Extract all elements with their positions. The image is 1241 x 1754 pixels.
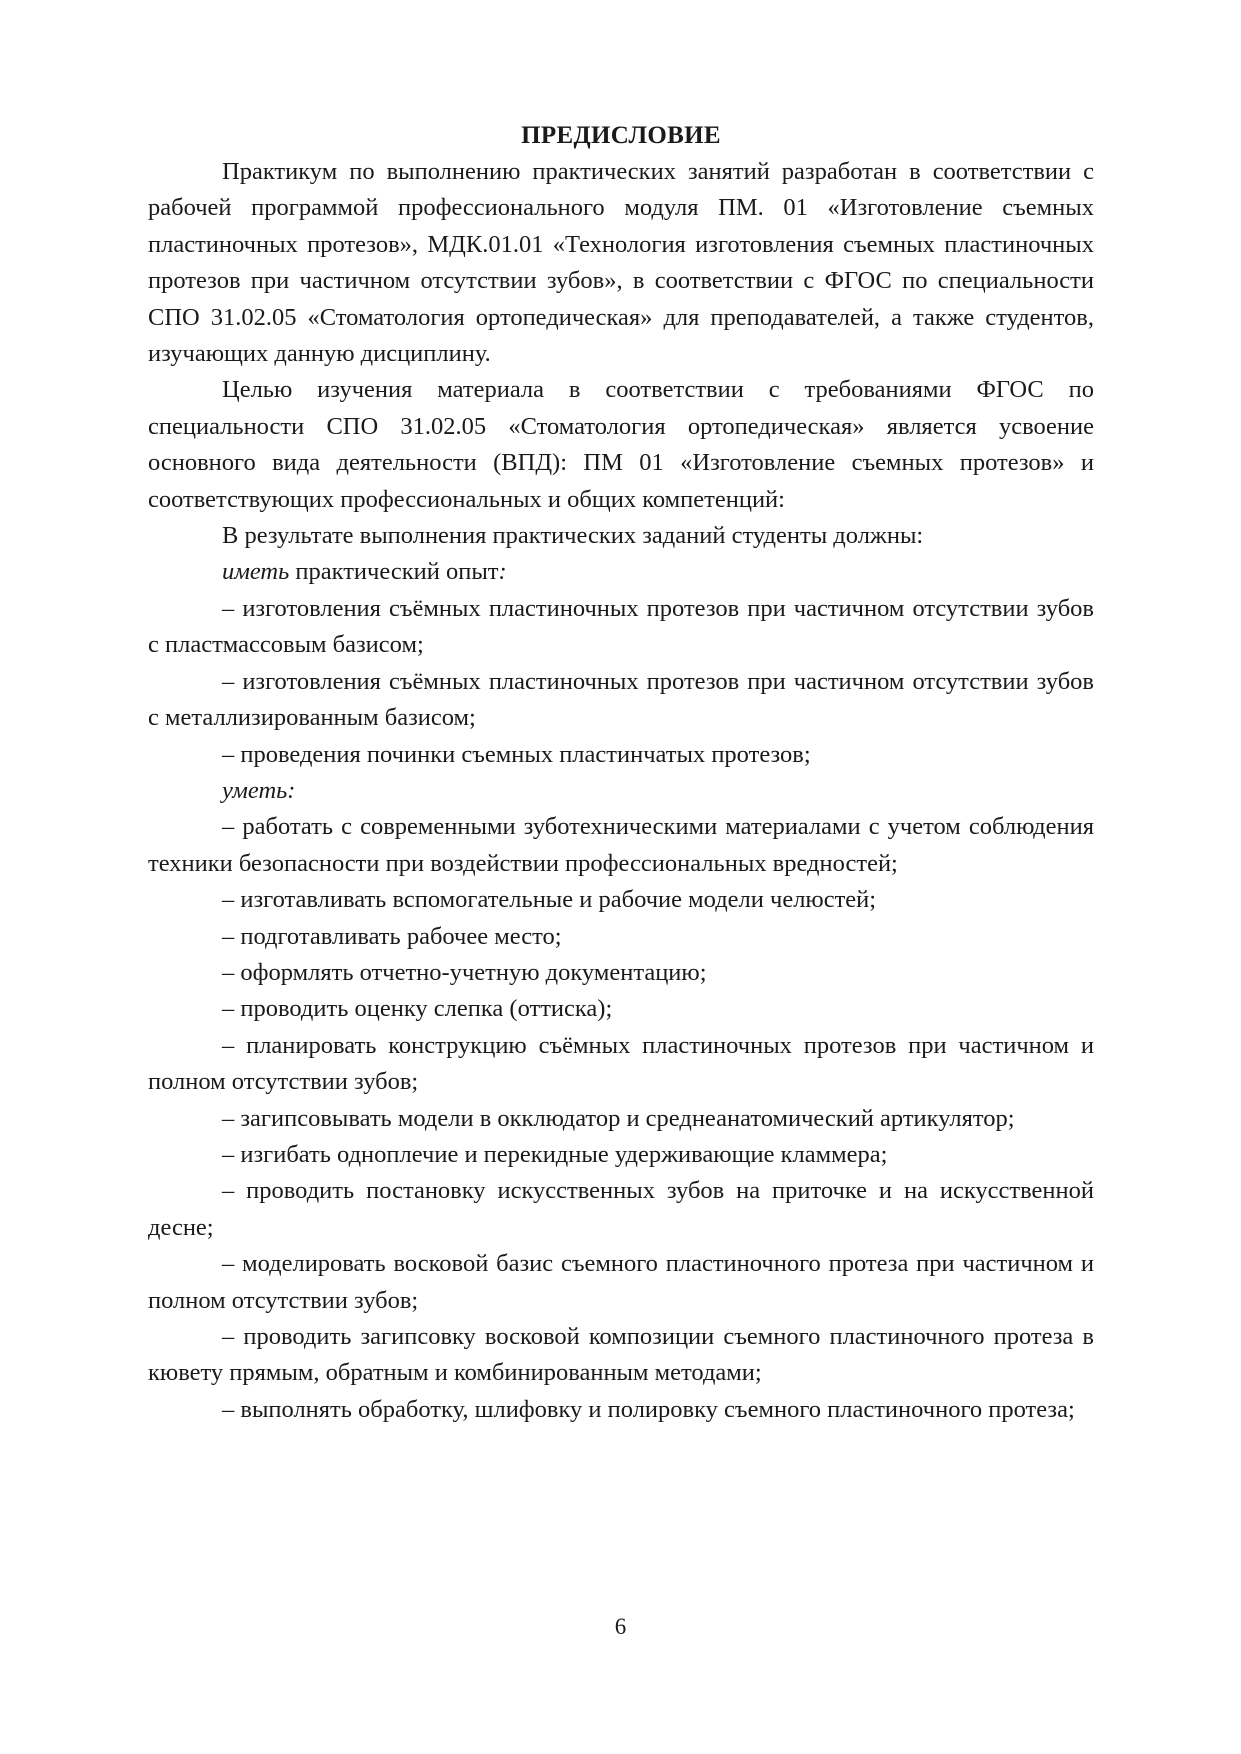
list-item: – проведения починки съемных пластинчатых протезов; — [222, 740, 811, 768]
list-item: – проводить оценку слепка (оттиска); — [222, 995, 613, 1023]
list-item: – проводить постановку искусственных зубов на приточке и на искусственной десне; — [148, 1177, 1094, 1241]
list-item: – оформлять отчетно-учетную документацию; — [222, 958, 707, 986]
list-item: – проводить загипсовку восковой композиции съемного пластиночного протеза в кювету прямым, обратным и комбинированным методами; — [148, 1323, 1094, 1387]
list-item: – выполнять обработку, шлифовку и полировку съемного пластиночного протеза; — [222, 1395, 1075, 1423]
page-number: 6 — [614, 1614, 627, 1639]
experience-label — [148, 554, 1094, 590]
list-item: – изготавливать вспомогательные и рабочие модели челюстей; — [222, 886, 877, 914]
preface-paragraph-1: Практикум по выполнению практических занятий разработан в соответствии с рабочей программой профессионального модуля ПМ. 01 «Изготовление съемных пластиночных протезов», МДК.01.01 «Технология изготовления съемных пластиночных протезов при частичном отсутствии зубов», в соответствии с ФГОС по специальности СПО 31.02.05 «Стоматология ортопедическая» для преподавателей, а также студентов, изучающих данную дисциплину. — [148, 158, 1094, 368]
skills-label-italic: уметь: — [222, 776, 296, 804]
skills-list — [148, 809, 1094, 1428]
skills-label — [148, 773, 1094, 809]
list-item: – изготовления съёмных пластиночных протезов при частичном отсутствии зубов с металлизированным базисом; — [148, 667, 1094, 732]
page-title: ПРЕДИСЛОВИЕ — [521, 122, 721, 149]
experience-label-italic: иметь — [222, 558, 290, 586]
list-item: – изгибать одноплечие и перекидные удерживающие кламмера; — [222, 1140, 888, 1168]
preface-paragraph-2: Целью изучения материала в соответствии с требованиями ФГОС по специальности СПО 31.02.05 «Стоматология ортопедическая» является усвоение основного вида деятельности (ВПД): ПМ 01 «Изготовление съемных протезов» и соответствующих профессиональных и общих компетенций: — [148, 376, 1094, 513]
experience-label-rest: практический опыт — [289, 558, 499, 586]
list-item: – загипсовывать модели в окклюдатор и среднеанатомический артикулятор; — [222, 1104, 1015, 1132]
list-item: – изготовления съёмных пластиночных протезов при частичном отсутствии зубов с пластмассовым базисом; — [148, 594, 1094, 659]
list-item: – планировать конструкцию съёмных пластиночных протезов при частичном и полном отсутствии зубов; — [148, 1031, 1094, 1096]
preface-paragraph-3: В результате выполнения практических заданий студенты должны: — [222, 522, 924, 550]
list-item: – работать с современными зуботехническими материалами с учетом соблюдения техники безопасности при воздействии профессиональных вредностей; — [148, 813, 1094, 877]
list-item: – моделировать восковой базис съемного пластиночного протеза при частичном и полном отсутствии зубов; — [148, 1250, 1094, 1314]
page-content — [148, 118, 1094, 1428]
experience-list — [148, 591, 1094, 773]
list-item: – подготавливать рабочее место; — [222, 922, 562, 950]
experience-label-colon: : — [498, 558, 507, 586]
